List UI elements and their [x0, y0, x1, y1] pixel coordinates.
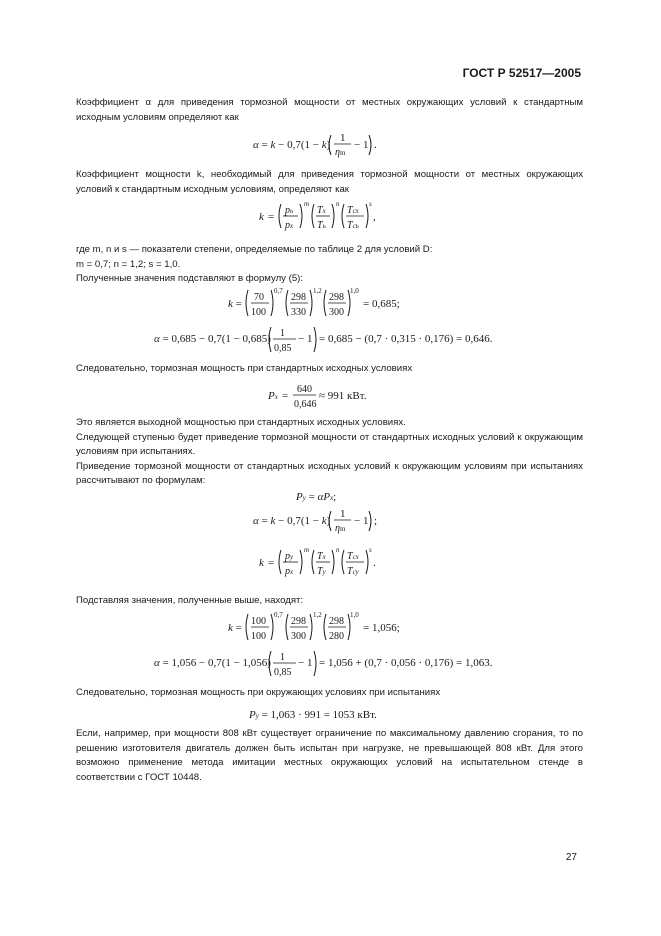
formula-alpha-numeric: [0, 322, 661, 361]
svg-text:n: n: [336, 546, 340, 554]
svg-text:k =: k =: [228, 298, 242, 310]
formula-alpha-definition: [0, 128, 661, 165]
substitution-intro: Полученные значения подставляют в формулу (5):: [76, 273, 304, 284]
paragraph-k-intro: [76, 168, 583, 197]
formula-svg: [0, 284, 661, 326]
formula-svg: [0, 704, 661, 724]
svg-text:Tь: Tь: [317, 220, 326, 231]
paragraph-text: Если, например, при мощности 808 кВт существует ограничение по максимальному давлению сгорания, то по решению изготовителя двигатель должен быть испытан при нагрузке, не превышающей 808 кВт. Для этого возможно применение метода имитации местных окружающих условий на испытательном стенде в соответствии с ГОСТ 10448.: [76, 728, 583, 783]
svg-text:Py = αPх;: Py = αPх;: [296, 491, 337, 503]
svg-text:1,2: 1,2: [313, 611, 322, 619]
svg-text:pх: pх: [285, 566, 294, 577]
svg-text:Tсy: Tсy: [347, 566, 359, 577]
svg-text:=: =: [282, 390, 289, 402]
paragraph-exponents: [76, 243, 583, 287]
svg-text:Tсх: Tсх: [347, 551, 359, 562]
svg-text:100: 100: [251, 307, 266, 318]
svg-text:α = k − 0,7(1 − k): α = k − 0,7(1 − k): [253, 139, 331, 151]
svg-text:m: m: [304, 200, 310, 208]
svg-text:Tх: Tх: [317, 205, 326, 216]
formula-py-numeric: [0, 704, 661, 727]
svg-text:300: 300: [329, 307, 344, 318]
svg-text:ηm: ηm: [335, 523, 346, 534]
paragraph-text: Подставляя значения, полученные выше, находят:: [76, 595, 304, 606]
svg-text:Tсь: Tсь: [347, 220, 359, 231]
formula-svg: [0, 380, 661, 412]
svg-text:100: 100: [251, 616, 266, 627]
paragraph-text: Коэффициент α для приведения тормозной мощности от местных окружающих условий к стандартным исходным условиям определяют как: [76, 97, 583, 123]
document-code-header: ГОСТ Р 52517—2005: [462, 66, 581, 80]
svg-text:.: .: [374, 139, 377, 151]
svg-text:Ty: Ty: [317, 566, 326, 577]
formula-svg: [0, 322, 661, 358]
exponents-values: m = 0,7; n = 1,2; s = 1,0.: [76, 258, 181, 270]
svg-text:1,0: 1,0: [350, 287, 359, 295]
svg-text:0,646: 0,646: [294, 399, 317, 410]
svg-text:= 0,685 − (0,7 · 0,315 · 0,176: = 0,685 − (0,7 · 0,315 · 0,176) = 0,646.: [319, 333, 493, 345]
formula-svg: [0, 608, 661, 650]
svg-text:298: 298: [329, 292, 344, 303]
svg-text:Tх: Tх: [317, 551, 326, 562]
svg-text:= 1,056 + (0,7 · 0,056 · 0,176: = 1,056 + (0,7 · 0,056 · 0,176) = 1,063.: [319, 657, 493, 669]
paragraph-substitution: [76, 594, 583, 609]
svg-text:pь: pь: [285, 205, 294, 216]
svg-text:− 1: − 1: [298, 657, 313, 669]
svg-text:.: .: [373, 557, 376, 569]
svg-text:m: m: [304, 546, 310, 554]
formula-svg: [0, 486, 661, 506]
svg-text:≈ 991 кВт.: ≈ 991 кВт.: [319, 390, 367, 402]
svg-text:0,85: 0,85: [274, 343, 292, 354]
paragraph-combustion-limit: [76, 727, 583, 785]
svg-text:1: 1: [340, 132, 346, 144]
svg-text:=: =: [268, 557, 275, 569]
svg-text:1: 1: [340, 508, 346, 520]
formulas-intro: Приведение тормозной мощности от стандартных исходных условий к окружающим условиям при испытаниях рассчитывают по формулам:: [76, 460, 583, 486]
svg-text:α = 1,056 − 0,7(1 − 1,056): α = 1,056 − 0,7(1 − 1,056): [154, 657, 271, 669]
svg-text:=: =: [268, 211, 275, 223]
paragraph-text: Коэффициент мощности k, необходимый для приведения тормозной мощности от местных окружающих условий к стандартным исходным условиям, определяют как: [76, 169, 583, 195]
formula-alpha-test-numeric: [0, 646, 661, 685]
paragraph-output-power: [76, 416, 583, 489]
formula-svg: [0, 544, 661, 584]
formula-svg: [0, 128, 661, 162]
svg-text:298: 298: [329, 616, 344, 627]
svg-text:= 1,056;: = 1,056;: [363, 622, 400, 634]
svg-text:= 0,685;: = 0,685;: [363, 298, 400, 310]
svg-text:α = 0,685 − 0,7(1 − 0,685): α = 0,685 − 0,7(1 − 0,685): [154, 333, 271, 345]
svg-text:k =: k =: [228, 622, 242, 634]
formula-k-test: [0, 544, 661, 587]
paragraph-test-power: [76, 686, 583, 701]
svg-text:α = k − 0,7(1 − k): α = k − 0,7(1 − k): [253, 515, 331, 527]
svg-text:− 1: − 1: [298, 333, 313, 345]
page-number: 27: [565, 852, 577, 863]
svg-text:Tсх: Tсх: [347, 205, 359, 216]
paragraph-standard-power: [76, 362, 583, 377]
svg-text:,: ,: [373, 211, 376, 223]
svg-text:0,7: 0,7: [274, 287, 283, 295]
svg-text:640: 640: [297, 384, 312, 395]
formula-k-definition: [0, 198, 661, 241]
exponents-description: где m, n и s — показатели степени, определяемые по таблице 2 для условий D:: [76, 244, 433, 255]
svg-text:Pх: Pх: [268, 390, 278, 402]
output-power-text: Это является выходной мощностью при стандартных исходных условиях.: [76, 417, 406, 428]
svg-text:k: k: [259, 557, 264, 569]
svg-text:pх: pх: [285, 220, 294, 231]
svg-text:py: py: [285, 551, 294, 562]
svg-text:100: 100: [251, 631, 266, 642]
svg-text:k: k: [259, 211, 264, 223]
formula-svg: [0, 198, 661, 238]
svg-text:330: 330: [291, 307, 306, 318]
svg-text:70: 70: [254, 292, 264, 303]
svg-text:298: 298: [291, 292, 306, 303]
svg-text:300: 300: [291, 631, 306, 642]
svg-text:298: 298: [291, 616, 306, 627]
next-step-text: Следующей ступенью будет приведение тормозной мощности от стандартных исходных условий к окружающим условиям при испытаниях.: [76, 431, 583, 457]
paragraph-text: Следовательно, тормозная мощность при стандартных исходных условиях: [76, 363, 413, 374]
paragraph-alpha-intro: [76, 96, 583, 125]
svg-text:n: n: [336, 200, 340, 208]
svg-text:1,0: 1,0: [350, 611, 359, 619]
svg-text:ηm: ηm: [335, 147, 346, 158]
svg-text:s: s: [369, 200, 372, 208]
svg-text:− 1: − 1: [354, 515, 369, 527]
formula-px: [0, 380, 661, 415]
svg-text:1,2: 1,2: [313, 287, 322, 295]
svg-text:;: ;: [374, 515, 378, 527]
svg-text:1: 1: [280, 328, 285, 339]
paragraph-text: Следовательно, тормозная мощность при окружающих условиях при испытаниях: [76, 687, 441, 698]
formula-alpha-test: [0, 504, 661, 541]
svg-text:− 1: − 1: [354, 139, 369, 151]
svg-text:0,85: 0,85: [274, 667, 292, 678]
svg-text:s: s: [369, 546, 372, 554]
svg-text:280: 280: [329, 631, 344, 642]
svg-text:Py = 1,063 · 991 = 1053 кВт.: Py = 1,063 · 991 = 1053 кВт.: [249, 709, 377, 721]
svg-text:0,7: 0,7: [274, 611, 283, 619]
svg-text:1: 1: [280, 652, 285, 663]
formula-svg: [0, 646, 661, 682]
formula-svg: [0, 504, 661, 538]
